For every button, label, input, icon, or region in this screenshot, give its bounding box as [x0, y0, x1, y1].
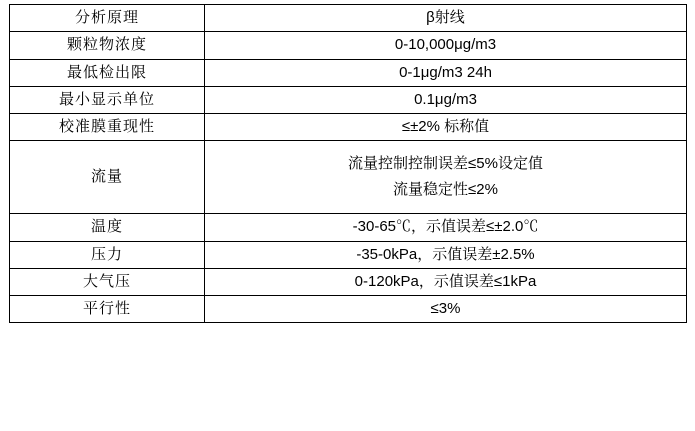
row-value: [205, 32, 687, 59]
row-label: 颗粒物浓度: [10, 32, 205, 59]
value-line: 0-10,000μg/m3: [394, 36, 497, 54]
row-value: [205, 59, 687, 86]
row-label: 平行性: [10, 296, 205, 323]
row-label: 校准膜重现性: [10, 114, 205, 141]
value-line: -30-65℃，示值误差≤±2.0℃: [352, 218, 539, 236]
value-line: ≤3%: [430, 300, 461, 317]
table-row: [10, 268, 687, 295]
row-value: [205, 141, 687, 214]
specification-table: [9, 4, 687, 323]
row-label: 最小显示单位: [10, 86, 205, 113]
row-value: [205, 268, 687, 295]
row-label: 分析原理: [10, 5, 205, 32]
value-line: 0-120kPa，示值误差≤1kPa: [354, 272, 537, 290]
table-row: [10, 141, 687, 214]
row-label: 最低检出限: [10, 59, 205, 86]
row-value: [205, 114, 687, 141]
table-body: [10, 5, 687, 323]
table-row: [10, 5, 687, 32]
row-label: 大气压: [10, 268, 205, 295]
table-row: [10, 296, 687, 323]
table-row: [10, 59, 687, 86]
row-value: [205, 86, 687, 113]
value-line: 0.1μg/m3: [414, 90, 477, 108]
table-row: [10, 32, 687, 59]
row-value: [205, 5, 687, 32]
value-line: 流量控制控制误差≤5%设定值: [348, 155, 543, 172]
table-row: [10, 241, 687, 268]
value-line: β射线: [426, 9, 465, 26]
row-value: [205, 214, 687, 241]
row-label: 流量: [10, 141, 205, 214]
table-row: [10, 86, 687, 113]
table-row: [10, 114, 687, 141]
row-label: 压力: [10, 241, 205, 268]
row-value: [205, 241, 687, 268]
row-label: 温度: [10, 214, 205, 241]
row-value: [205, 296, 687, 323]
value-line: -35-0kPa，示值误差±2.5%: [356, 245, 535, 263]
value-line: 流量稳定性≤2%: [393, 181, 498, 199]
table-row: [10, 214, 687, 241]
value-line: 0-1μg/m3 24h: [399, 63, 492, 81]
value-line: ≤±2% 标称值: [401, 118, 490, 135]
